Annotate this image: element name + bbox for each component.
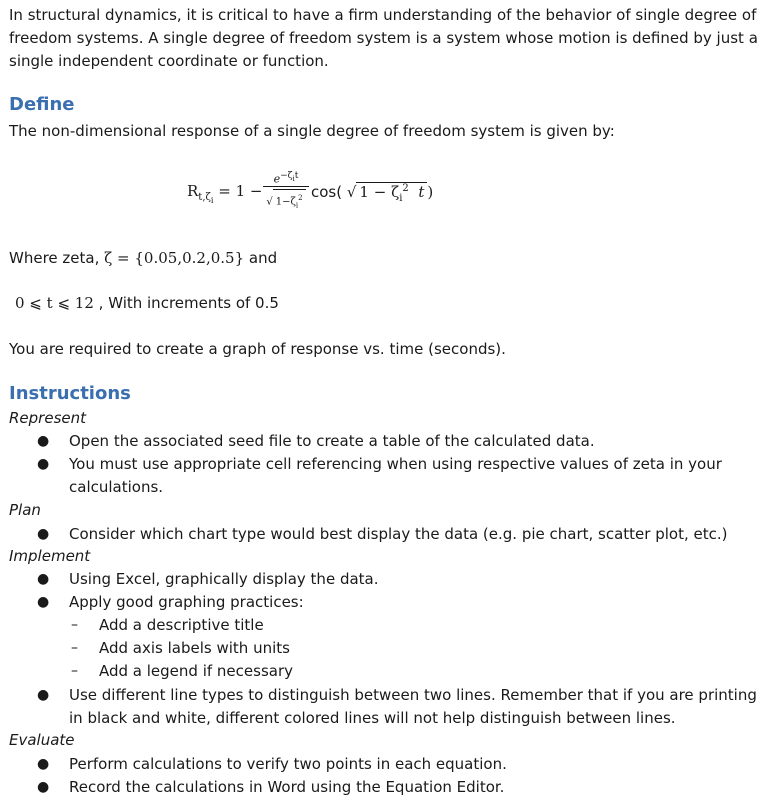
zeta-line (9, 247, 277, 270)
list-item: – Add axis labels with units (9, 637, 771, 660)
implement-list-continued (9, 684, 771, 730)
implement-subheading: Implement (9, 547, 91, 565)
list-item: ● Consider which chart type would best display the data (e.g. pie chart, scatter plot, etc.) (9, 523, 771, 546)
bullet-icon: ● (37, 571, 50, 587)
bullet-icon: ● (37, 779, 50, 795)
time-line (15, 292, 279, 315)
formula-denominator: √ $1-\zeta_i^2$ (263, 189, 309, 213)
list-item: ● Perform calculations to verify two points in each equation. (9, 753, 771, 776)
task-text: You are required to create a graph of response vs. time (seconds). (9, 340, 506, 358)
plan-list (9, 523, 771, 546)
define-heading: Define (9, 94, 75, 115)
formula-fraction (263, 168, 309, 213)
plan-subheading: Plan (9, 501, 41, 519)
time-suffix: , With increments of 0.5 (98, 294, 279, 312)
list-item: – Add a legend if necessary (9, 660, 771, 683)
list-item: ● Using Excel, graphically display the data. (9, 568, 771, 591)
represent-list (9, 430, 771, 499)
dash-icon: – (71, 663, 78, 679)
implement-list (9, 568, 771, 614)
bullet-icon: ● (37, 433, 50, 449)
list-item: – Add a descriptive title (9, 614, 771, 637)
zeta-suffix: and (248, 249, 278, 267)
bullet-icon: ● (37, 594, 50, 610)
formula-rhs: cos( √ $1 - \zeta_i^2$ t ) (311, 183, 434, 204)
bullet-icon: ● (37, 756, 50, 772)
time-range: 0 ⩽ t ⩽ 12 (15, 294, 94, 312)
evaluate-subheading: Evaluate (9, 731, 75, 749)
graphing-practices-list (9, 614, 771, 683)
evaluate-list (9, 753, 771, 799)
list-item: ● Apply good graphing practices: (9, 591, 771, 614)
bullet-icon: ● (37, 456, 50, 472)
formula-numerator: $e^{-\zeta_it}$ (273, 171, 299, 186)
dash-icon: – (71, 617, 78, 633)
instructions-heading: Instructions (9, 383, 131, 404)
dash-icon: – (71, 640, 78, 656)
list-item: ● Open the associated seed file to create a table of the calculated data. (9, 430, 771, 453)
formula-lhs: $R_{t,\zeta_i} = 1$ − (187, 182, 263, 205)
list-item: ● Record the calculations in Word using the Equation Editor. (9, 776, 771, 799)
bullet-icon: ● (37, 526, 50, 542)
list-item: ● Use different line types to distinguish between two lines. Remember that if you are printing in black and white, different colored lines will not help distinguish between lines. (37, 686, 757, 727)
define-text: The non-dimensional response of a single degree of freedom system is given by: (9, 122, 615, 140)
represent-subheading: Represent (9, 409, 86, 427)
list-item: ● You must use appropriate cell referencing when using respective values of zeta in your calculations. (37, 455, 722, 496)
fraction-bar (263, 186, 309, 187)
response-formula (187, 168, 487, 228)
zeta-values: ζ = {0.05,0.2,0.5} (104, 249, 245, 267)
bullet-icon: ● (37, 687, 50, 703)
zeta-prefix: Where zeta, (9, 249, 100, 267)
intro-paragraph: In structural dynamics, it is critical to have a firm understanding of the behavior of single degree of freedom systems. A single degree of freedom system is a system whose motion is defined by just a single independent coordinate or function. (9, 6, 758, 70)
